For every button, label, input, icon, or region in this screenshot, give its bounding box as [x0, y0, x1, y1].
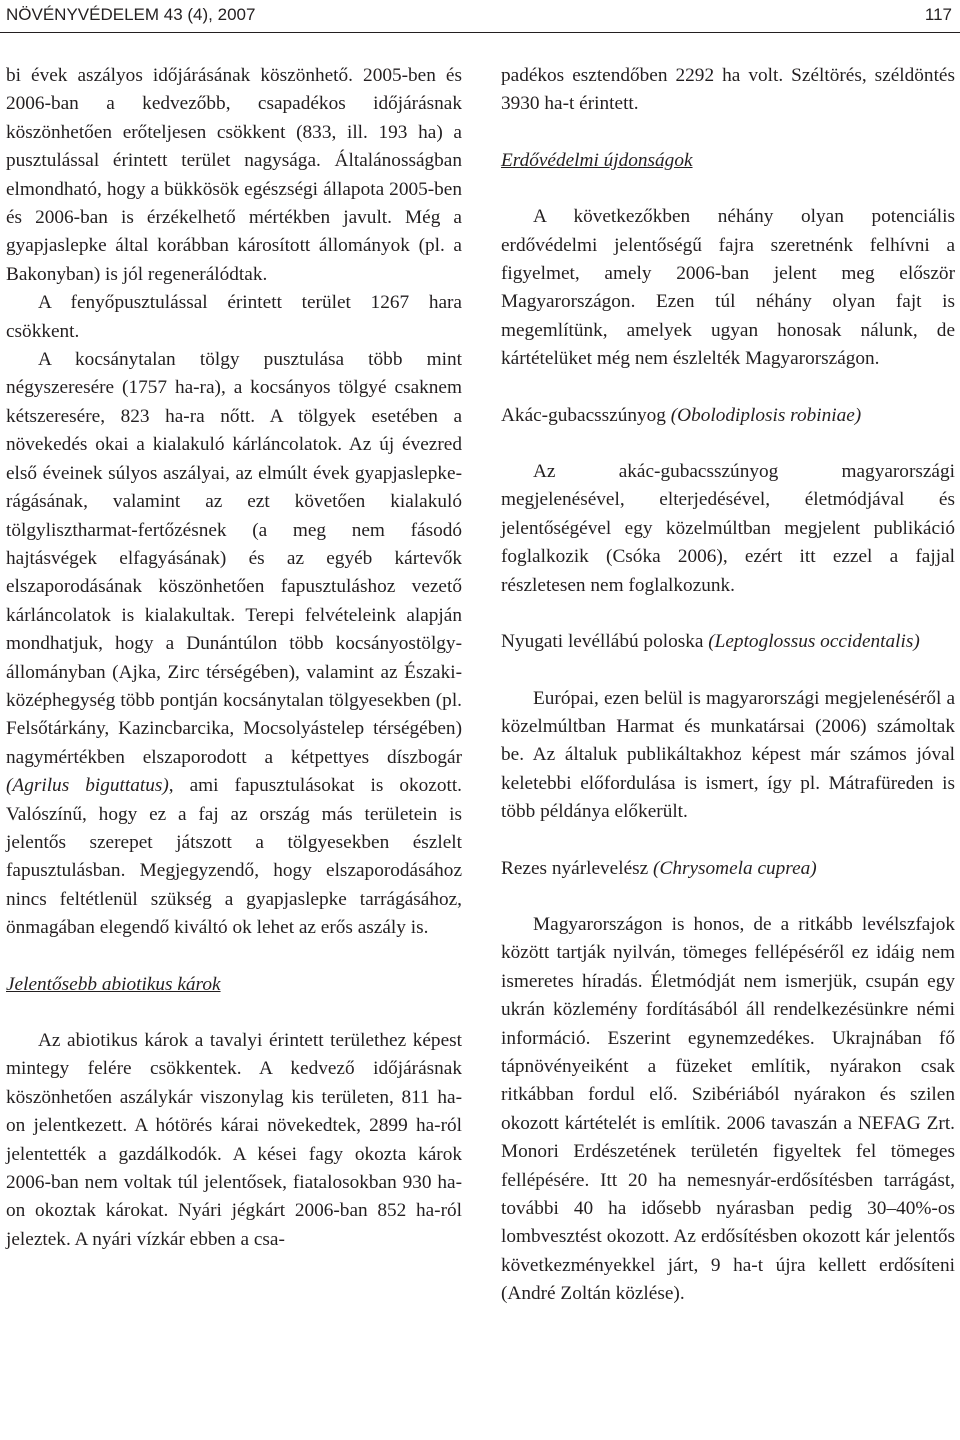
section-heading-text: Erdővédelmi újdonságok: [501, 149, 693, 171]
spacer: [501, 827, 955, 855]
species-heading: [501, 855, 955, 883]
spacer: [501, 374, 955, 402]
section-heading-text: Jelentősebb abiotikus károk: [6, 973, 221, 995]
latin-name: (Agrilus biguttatus): [6, 775, 169, 797]
paragraph-text: A kocsánytalan tölgy pusztulása több mint négyszeresére (1757 ha-ra), a kocsányos tölgyé csaknem kétszeresére, 823 ha-ra nőtt. A tölgyek esetében a növekedés okai a kialakuló kárláncolatok. Az új évezred első éveinek súlyos aszályai, az elmúlt évek gyapjaslepke-rágásának, valamint az ezt követően kialakuló tölgylisztharmat-fertőzésnek (a meg nem fásodó hajtásvégek elfagyásának) és az egyéb kártevők elszaporodásának köszönhetően fapusztuláshoz vezető kárláncolatok is kialakultak. Terepi felvételeink alapján mondhatjuk, hogy a Dunántúlon több kocsányostölgy-állományban (Ajka, Zirc térségében), valamint az Északi-középhegység több pontján kocsánytalan tölgyesekben (pl. Felsőtárkány, Kazincbarcika, Mocsolyástelep térségében) nagymértékben elszaporodott a kétpettyes díszbogár: [6, 349, 462, 768]
species-name: Akác-gubacsszúnyog: [501, 404, 671, 426]
species-heading: [501, 402, 955, 430]
latin-name: (Chrysomela cuprea): [653, 857, 817, 879]
spacer: [501, 600, 955, 628]
paragraph-text: , ami fapusztulásokat is okozott. Valószínű, hogy ez a faj az ország más területein is jelentős szerepet játszott a tölgyesekben észlelt fapusztulásban. Megjegyzendő, hogy elszaporodásához nincs feltétlenül szükség a gyapjaslepke tarrágásához, önmagában elegendő kiváltó ok lehet az erős aszály is.: [6, 775, 463, 939]
spacer: [6, 999, 462, 1027]
section-heading: [6, 971, 462, 999]
paragraph: Az abiotikus károk a tavalyi érintett területhez képest mintegy felére csökkentek. A kedvező időjárásnak köszönhetően aszálykár viszonylag kis területen, 811 ha-on jelentkezett. A hótörés kárai növekedtek, 2899 ha-ról jelentették a gazdálkodók. A kései fagy okozta károk 2006-ban nem voltak túl jelentősek, fiatalosokban 930 ha-on okoztak károkat. Nyári jégkárt 2006-ban 852 ha-ról jeleztek. A nyári vízkár ebben a csa-: [6, 1030, 462, 1250]
left-column: [6, 62, 462, 1254]
page-header: [0, 0, 960, 34]
paragraph: [6, 346, 462, 943]
section-heading: [501, 147, 955, 175]
latin-name: (Leptoglossus occidentalis): [708, 631, 920, 653]
paragraph: Európai, ezen belül is magyarországi megjelenéséről a közelmúltban Harmat és munkatársai (2006) számoltak be. Az általuk publikáltakhoz képest már számos jóval keletebbi előfordulása is ismert, így pl. Mátrafüreden is több példánya előkerült.: [501, 687, 955, 823]
spacer: [501, 175, 955, 203]
paragraph: padékos esztendőben 2292 ha volt. Széltörés, széldöntés 3930 ha-t érintett.: [501, 65, 955, 115]
paragraph: A fenyőpusztulással érintett terület 1267 hara csökkent.: [6, 292, 462, 342]
paragraph: Magyarországon is honos, de a ritkább levélszfajok között tartják nyilván, tömeges fellépéséről ez idáig nem ismeretes híradás. Életmódját nem ismerjük, csupán egy ukrán közlemény fordításából áll rendelkezésünkre némi információ. Eszerint egynemzedékes. Ukrajnában fő tápnövényeiként a füzeket említik, nyárakon csak ritkábban fordul elő. Szibériából nyárakon és szilen okozott kártételét is említik. 2006 tavaszán a NEFAG Zrt. Monori Erdészetének területén figyeltek fel tömeges fellépésére. Itt 20 ha nemesnyár-erdősítésben tarrágást, további 40 ha idősebb nyárasban pedig 30–40%-os lombvesztést okozott. Az erdősítésben okozott kár jelentős következményekkel járt, 9 ha-t újra kellett erdősíteni (André Zoltán közlése).: [501, 913, 955, 1305]
spacer: [501, 883, 955, 911]
header-rule: [0, 32, 960, 33]
paragraph: bi évek aszályos időjárásának köszönhető. 2005-ben és 2006-ban a kedvezőbb, csapadékos időjárásnak köszönhetően erőteljesen csökkent (833, ill. 193 ha) a pusztulással érintett terület nagysága. Általánosságban elmondható, hogy a bükkösök egészségi állapota 2005-ben és 2006-ban is érzékelhető mértékben javult. Még a gyapjaslepke által korábban károsított állományok (pl. a Bakonyban) is jól regenerálódtak.: [6, 65, 462, 285]
right-column: [501, 62, 955, 1309]
spacer: [501, 430, 955, 458]
spacer: [501, 657, 955, 685]
page-number: 117: [924, 5, 952, 24]
species-heading: [501, 628, 955, 656]
paragraph: Az akác-gubacsszúnyog magyarországi megjelenésével, elterjedésével, életmódjával és jelentőségével egy közelmúltban megjelent publikáció foglalkozik (Csóka 2006), ezért itt ezzel a fajjal részletesen nem foglalkozunk.: [501, 461, 955, 596]
paragraph: A következőkben néhány olyan potenciális erdővédelmi jelentőségű fajra szeretnénk felhívni a figyelmet, amely 2006-ban jelent meg először Magyarországon. Ezen túl néhány olyan fajt is megemlítünk, amelyek ugyan honosak nálunk, de kártételüket még nem észlelték Magyarországon.: [501, 206, 955, 370]
spacer: [6, 943, 462, 971]
species-name: Nyugati levéllábú poloska: [501, 631, 709, 653]
journal-title: NÖVÉNYVÉDELEM 43 (4), 2007: [6, 5, 256, 24]
species-name: Rezes nyárlevelész: [501, 857, 654, 879]
spacer: [501, 119, 955, 147]
latin-name: (Obolodiplosis robiniae): [670, 404, 862, 426]
